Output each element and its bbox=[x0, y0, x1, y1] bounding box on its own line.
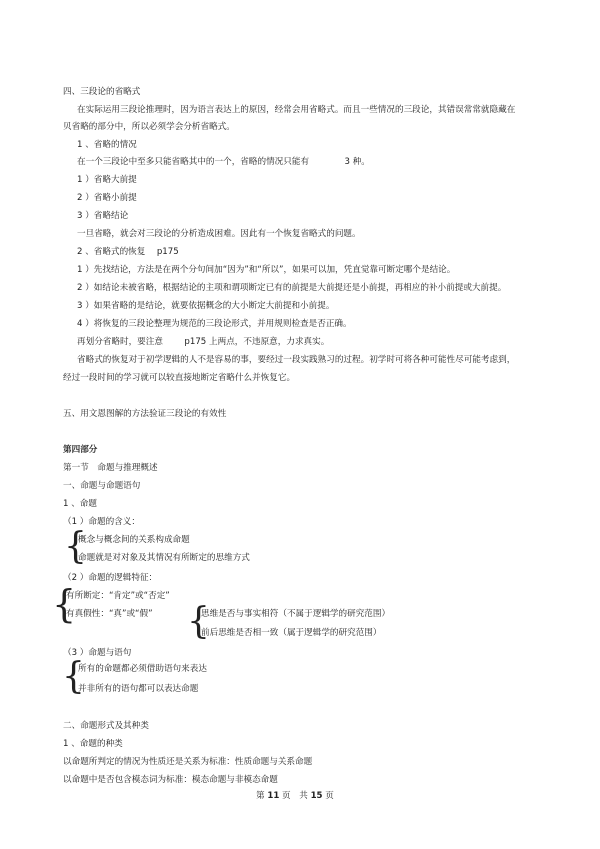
section-title: 第一节 命题与推理概述 bbox=[63, 463, 158, 473]
list-item: 有所断定：“肯定”或“否定” bbox=[66, 591, 170, 601]
list-item: 思维是否与事实相符（不属于逻辑学的研究范围） bbox=[201, 609, 391, 619]
list-item: 1 ）先找结论，方法是在两个分句间加“因为”和“所以”，如果可以加，凭直觉靠可断定哪个是结论。 bbox=[77, 265, 456, 275]
list-item: 2 ）如结论未被省略，根据结论的主项和谓项断定已有的前提是大前提还是小前提，再相应的补小前提或大前提。 bbox=[77, 283, 507, 293]
text: 在一个三段论中至多只能省略其中的一个，省略的情况只能有 bbox=[77, 157, 310, 167]
subheading: 1 、命题的种类 bbox=[63, 739, 123, 749]
text: 3 种。 bbox=[344, 157, 370, 167]
list-item: 并非所有的语句都可以表达命题 bbox=[78, 684, 199, 694]
list-item: 1 ）省略大前提 bbox=[77, 175, 137, 185]
brace-icon: { bbox=[187, 601, 210, 642]
list-item: 命题就是对对象及其情况有所断定的思维方式 bbox=[78, 553, 250, 563]
subheading bbox=[77, 246, 179, 258]
list-item: 前后思维是否相一致（属于逻辑学的研究范围） bbox=[201, 628, 382, 638]
page-ref: p175 bbox=[156, 247, 179, 257]
list-item: （1 ）命题的含义： bbox=[63, 517, 140, 527]
section-heading: 四、三段论的省略式 bbox=[63, 87, 141, 97]
page-number: 11 bbox=[267, 791, 280, 801]
paragraph-line bbox=[77, 336, 329, 348]
text: 再划分省略时，要注意 bbox=[77, 337, 163, 347]
paragraph-line: 以命题中是否包含模态词为标准：模态命题与非模态命题 bbox=[63, 775, 278, 785]
list-item: 3 ）如果省略的是结论，就要依据概念的大小断定大前提和小前提。 bbox=[77, 301, 335, 311]
page-total: 15 bbox=[310, 791, 323, 801]
page-footer bbox=[256, 790, 334, 802]
text: 页 共 bbox=[282, 791, 308, 801]
section-heading: 五、用文恩图解的方法验证三段论的有效性 bbox=[63, 409, 227, 419]
paragraph-line: 经过一段时间的学习就可以较直接地断定省略什么并恢复它。 bbox=[63, 373, 296, 383]
text: 上两点，不违原意，力求真实。 bbox=[209, 337, 330, 347]
list-item: 概念与概念间的关系构成命题 bbox=[78, 535, 190, 545]
paragraph-line: 省略式的恢复对于初学逻辑的人不是容易的事，要经过一段实践熟习的过程。初学时可将各种可能性尽可能考虑到， bbox=[77, 355, 516, 365]
brace-icon: { bbox=[52, 582, 77, 626]
list-item: 所有的命题都必须借助语句来表达 bbox=[78, 664, 207, 674]
subheading: 1 、省略的情况 bbox=[77, 140, 137, 150]
paragraph-line: 一旦省略，就会对三段论的分析造成困难。因此有一个恢复省略式的问题。 bbox=[77, 229, 361, 239]
paragraph-line: 以命题所判定的情况为性质还是关系为标准：性质命题与关系命题 bbox=[63, 757, 313, 767]
list-item: （3 ）命题与语句 bbox=[63, 648, 132, 658]
page-ref: p175 bbox=[184, 337, 207, 347]
part-title: 第四部分 bbox=[63, 445, 98, 455]
text: 2 、省略式的恢复 bbox=[77, 247, 146, 257]
list-item: 4 ）将恢复的三段论整理为规范的三段论形式，并用规则检查是否正确。 bbox=[77, 319, 352, 329]
paragraph-line bbox=[77, 156, 370, 168]
list-item: 有真假性：“真”或“假” bbox=[66, 609, 153, 619]
brace-icon: { bbox=[62, 656, 85, 697]
text: 页 bbox=[325, 791, 334, 801]
list-item: （2 ）命题的逻辑特征： bbox=[63, 573, 158, 583]
list-item: 2 ）省略小前提 bbox=[77, 193, 137, 203]
subheading: 二、命题形式及其种类 bbox=[63, 721, 149, 731]
paragraph-line: 在实际运用三段论推理时，因为语言表达上的原因，经常会用省略式。而且一些情况的三段论，其错误常常就隐藏在 bbox=[77, 105, 516, 115]
list-item: 3 ）省略结论 bbox=[77, 211, 129, 221]
subheading: 一、命题与命题语句 bbox=[63, 481, 141, 491]
text: 第 bbox=[256, 791, 265, 801]
brace-icon: { bbox=[64, 526, 87, 567]
paragraph-line: 贝省略的部分中，所以必须学会分析省略式。 bbox=[63, 122, 235, 132]
subheading: 1 、命题 bbox=[63, 499, 97, 509]
